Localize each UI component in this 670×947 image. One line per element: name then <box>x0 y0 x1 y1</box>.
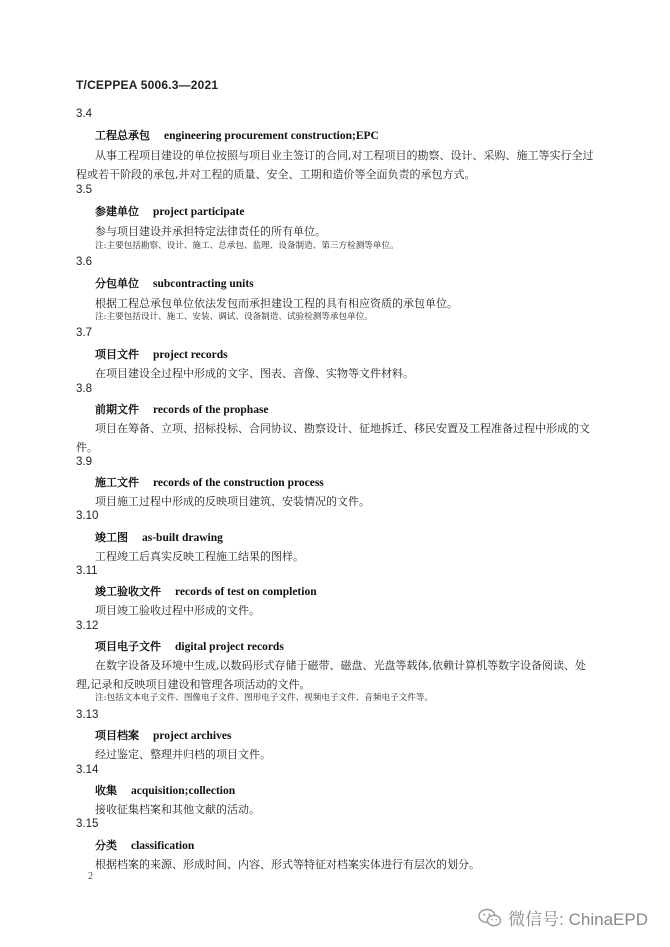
definition: 从事工程项目建设的单位按照与项目业主签订的合同,对工程项目的勘察、设计、采购、施工等实行全过程或若干阶段的承包,并对工程的质量、安全、工期和造价等全面负责的承包方式。 <box>76 149 594 181</box>
clause-number: 3.14 <box>76 764 99 776</box>
term-en: as-built drawing <box>142 532 223 544</box>
term-cn: 项目档案 <box>95 729 139 742</box>
term-heading <box>95 727 231 743</box>
term-en: acquisition;collection <box>131 785 236 797</box>
term-cn: 竣工验收文件 <box>95 585 161 598</box>
clause-number: 3.8 <box>76 383 92 395</box>
definition: 在数字设备及环境中生成,以数码形式存储于磁带、磁盘、光盘等载体,依赖计算机等数字设备阅读、处理,记录和反映项目建设和管理各项活动的文件。 <box>76 659 586 691</box>
clause-number: 3.12 <box>76 620 99 632</box>
term-heading <box>95 127 379 143</box>
term-cn: 分类 <box>95 839 117 852</box>
watermark <box>478 905 648 930</box>
term-cn: 工程总承包 <box>95 129 150 142</box>
definition: 根据工程总承包单位依法发包而承担建设工程的具有相应资质的承包单位。 <box>95 297 458 310</box>
term-en: digital project records <box>175 641 284 653</box>
definition: 经过鉴定、整理并归档的项目文件。 <box>95 748 271 761</box>
clause-number: 3.5 <box>76 184 92 196</box>
term-heading <box>95 275 254 291</box>
term-en: records of test on completion <box>175 586 317 598</box>
note: 注:主要包括设计、施工、安装、调试、设备制造、试验检测等承包单位。 <box>95 312 373 322</box>
definition: 项目在筹备、立项、招标投标、合同协议、勘察设计、征地拆迁、移民安置及工程准备过程中形成的文件。 <box>76 422 590 454</box>
term-heading <box>95 203 244 219</box>
term-cn: 参建单位 <box>95 205 139 218</box>
definition: 项目施工过程中形成的反映项目建筑、安装情况的文件。 <box>95 495 370 508</box>
definition: 在项目建设全过程中形成的文字、图表、音像、实物等文件材料。 <box>95 367 414 380</box>
term-cn: 项目文件 <box>95 348 139 361</box>
clause-number: 3.7 <box>76 327 92 339</box>
term-en: classification <box>131 840 195 852</box>
term-cn: 施工文件 <box>95 476 139 489</box>
term-en: project archives <box>153 730 232 742</box>
note: 注:主要包括勘察、设计、施工、总承包、监理、设备制造、第三方检测等单位。 <box>95 241 399 251</box>
definition: 接收征集档案和其他文献的活动。 <box>95 803 260 816</box>
watermark-text: 微信号: ChinaEPD <box>508 910 648 929</box>
term-en: records of the prophase <box>153 404 269 416</box>
term-heading <box>95 638 284 654</box>
note: 注:包括文本电子文件、图像电子文件、图形电子文件、视频电子文件、音频电子文件等。 <box>95 693 434 703</box>
term-heading <box>95 837 194 853</box>
term-heading <box>95 401 269 417</box>
page-number: 2 <box>88 871 93 882</box>
term-en: engineering procurement construction;EPC <box>164 130 379 142</box>
clause-number: 3.9 <box>76 456 92 468</box>
clause-number: 3.13 <box>76 709 99 721</box>
definition: 工程竣工后真实反映工程施工结果的图样。 <box>95 550 304 563</box>
term-heading <box>95 529 223 545</box>
clause-number: 3.11 <box>76 565 98 577</box>
term-cn: 前期文件 <box>95 403 139 416</box>
standard-code: T/CEPPEA 5006.3—2021 <box>76 78 219 92</box>
term-en: project participate <box>153 206 245 218</box>
definition: 项目竣工验收过程中形成的文件。 <box>95 604 260 617</box>
term-heading <box>95 782 235 798</box>
term-cn: 分包单位 <box>95 277 139 290</box>
clause-number: 3.6 <box>76 256 92 268</box>
term-en: records of the construction process <box>153 477 324 489</box>
clause-number: 3.15 <box>76 818 99 830</box>
definition: 根据档案的来源、形成时间、内容、形式等特征对档案实体进行有层次的划分。 <box>95 858 480 871</box>
clause-number: 3.4 <box>76 108 92 120</box>
term-cn: 竣工图 <box>95 531 128 544</box>
definition: 参与项目建设并承担特定法律责任的所有单位。 <box>95 225 326 238</box>
wechat-icon <box>478 908 502 928</box>
term-heading <box>95 346 228 362</box>
term-cn: 收集 <box>95 784 117 797</box>
clause-number: 3.10 <box>76 510 99 522</box>
term-en: project records <box>153 349 228 361</box>
term-cn: 项目电子文件 <box>95 640 161 653</box>
term-heading <box>95 474 324 490</box>
term-en: subcontracting units <box>153 278 254 290</box>
term-heading <box>95 583 317 599</box>
